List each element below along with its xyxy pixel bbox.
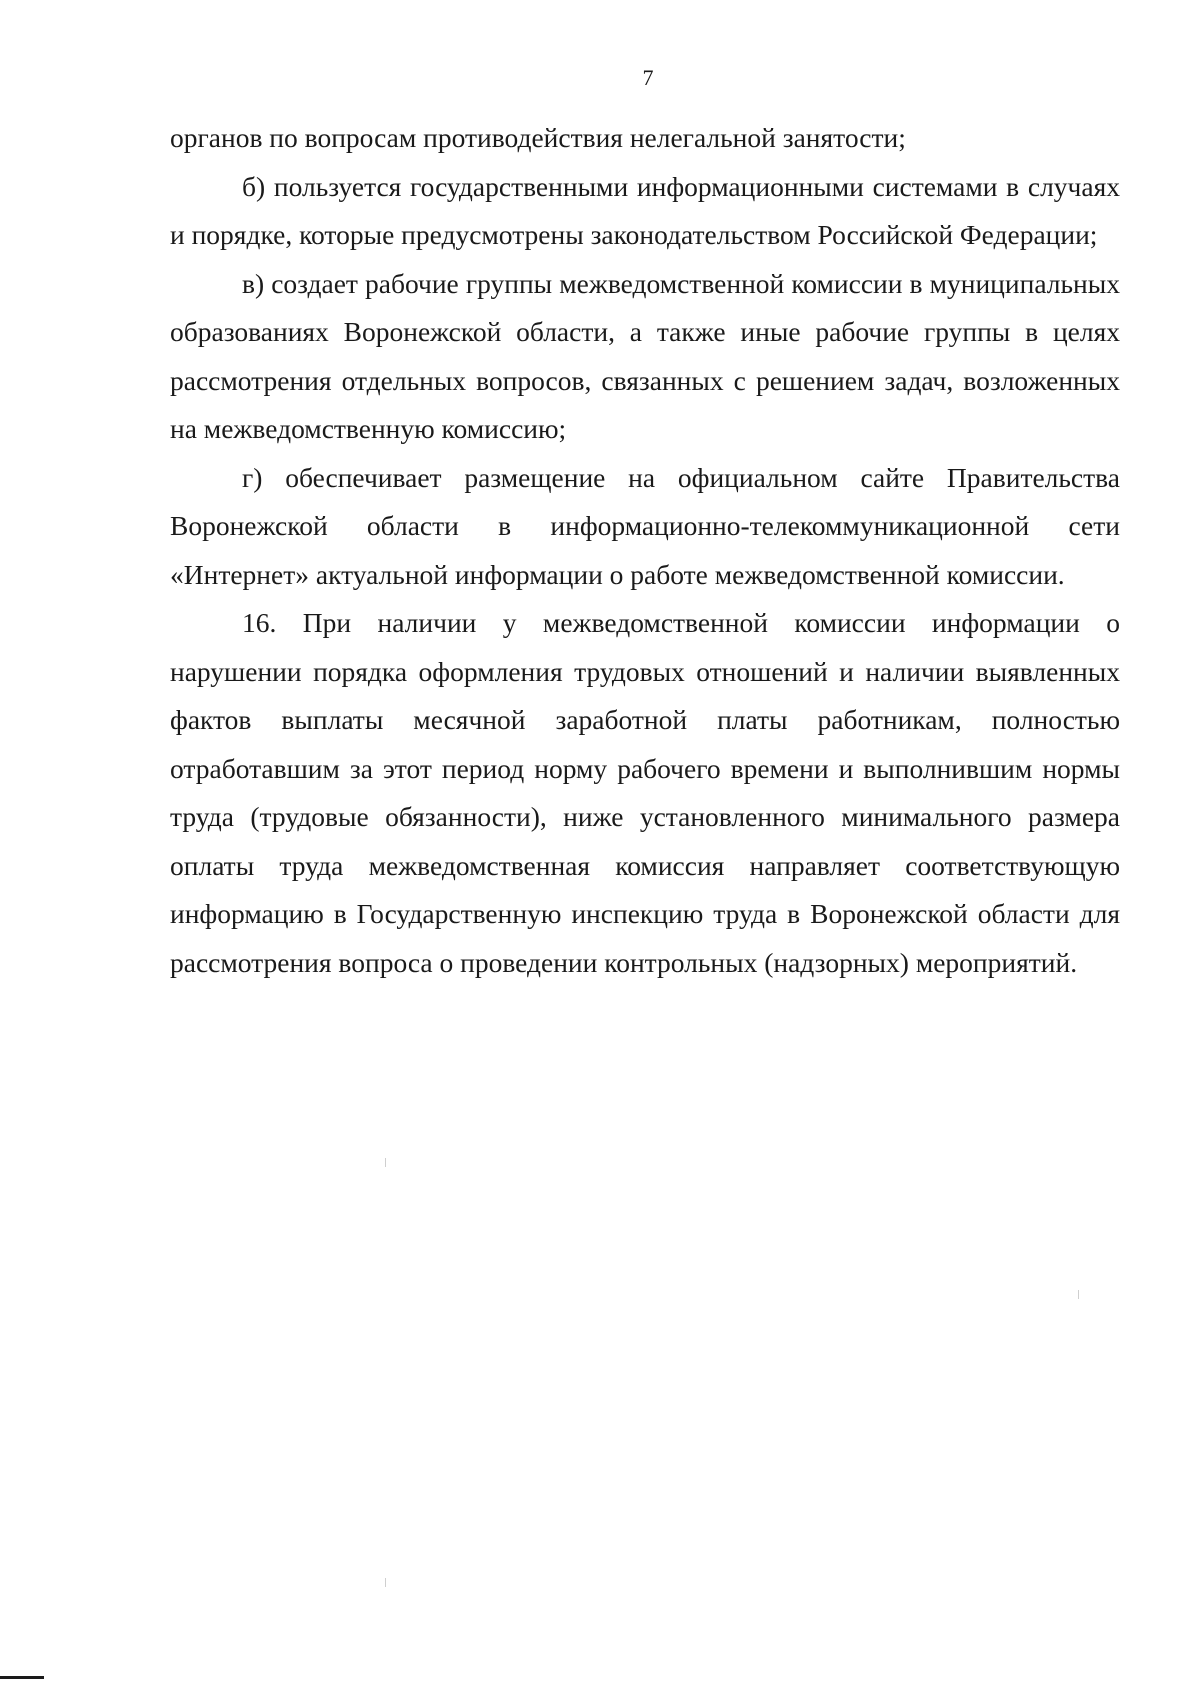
paragraph-item-v: в) создает рабочие группы межведомственной комиссии в муниципальных образованиях Воронежской области, а также иные рабочие группы в целях рассмотрения отдельных вопросов, связанных с решением задач, возложенных на межведомственную комиссию;: [170, 267, 1120, 444]
scan-edge-mark: [0, 1676, 44, 1679]
paragraph-item-g: г) обеспечивает размещение на официальном сайте Правительства Воронежской области в информационно-телекоммуникационной сети «Интернет» актуальной информации о работе межведомственной комиссии.: [170, 461, 1120, 590]
document-body: [170, 114, 1120, 987]
page-number: 7: [642, 65, 654, 90]
paragraph-item-b: б) пользуется государственными информационными системами в случаях и порядке, которые предусмотрены законодательством Российской Федерации;: [170, 170, 1120, 250]
paragraph-clause-16: 16. При наличии у межведомственной комиссии информации о нарушении порядка оформления трудовых отношений и наличии выявленных фактов выплаты месячной заработной платы работникам, полностью отработавшим за этот период норму рабочего времени и выполнившим нормы труда (трудовые обязанности), ниже установленного минимального размера оплаты труда межведомственная комиссия направляет соответствующую информацию в Государственную инспекцию труда в Воронежской области для рассмотрения вопроса о проведении контрольных (надзорных) мероприятий.: [170, 607, 1120, 978]
paragraph-continuation: органов по вопросам противодействия нелегальной занятости;: [170, 122, 906, 153]
scan-speck: [385, 1578, 386, 1587]
scan-speck: [385, 1158, 386, 1167]
scan-speck: [1078, 1290, 1079, 1299]
